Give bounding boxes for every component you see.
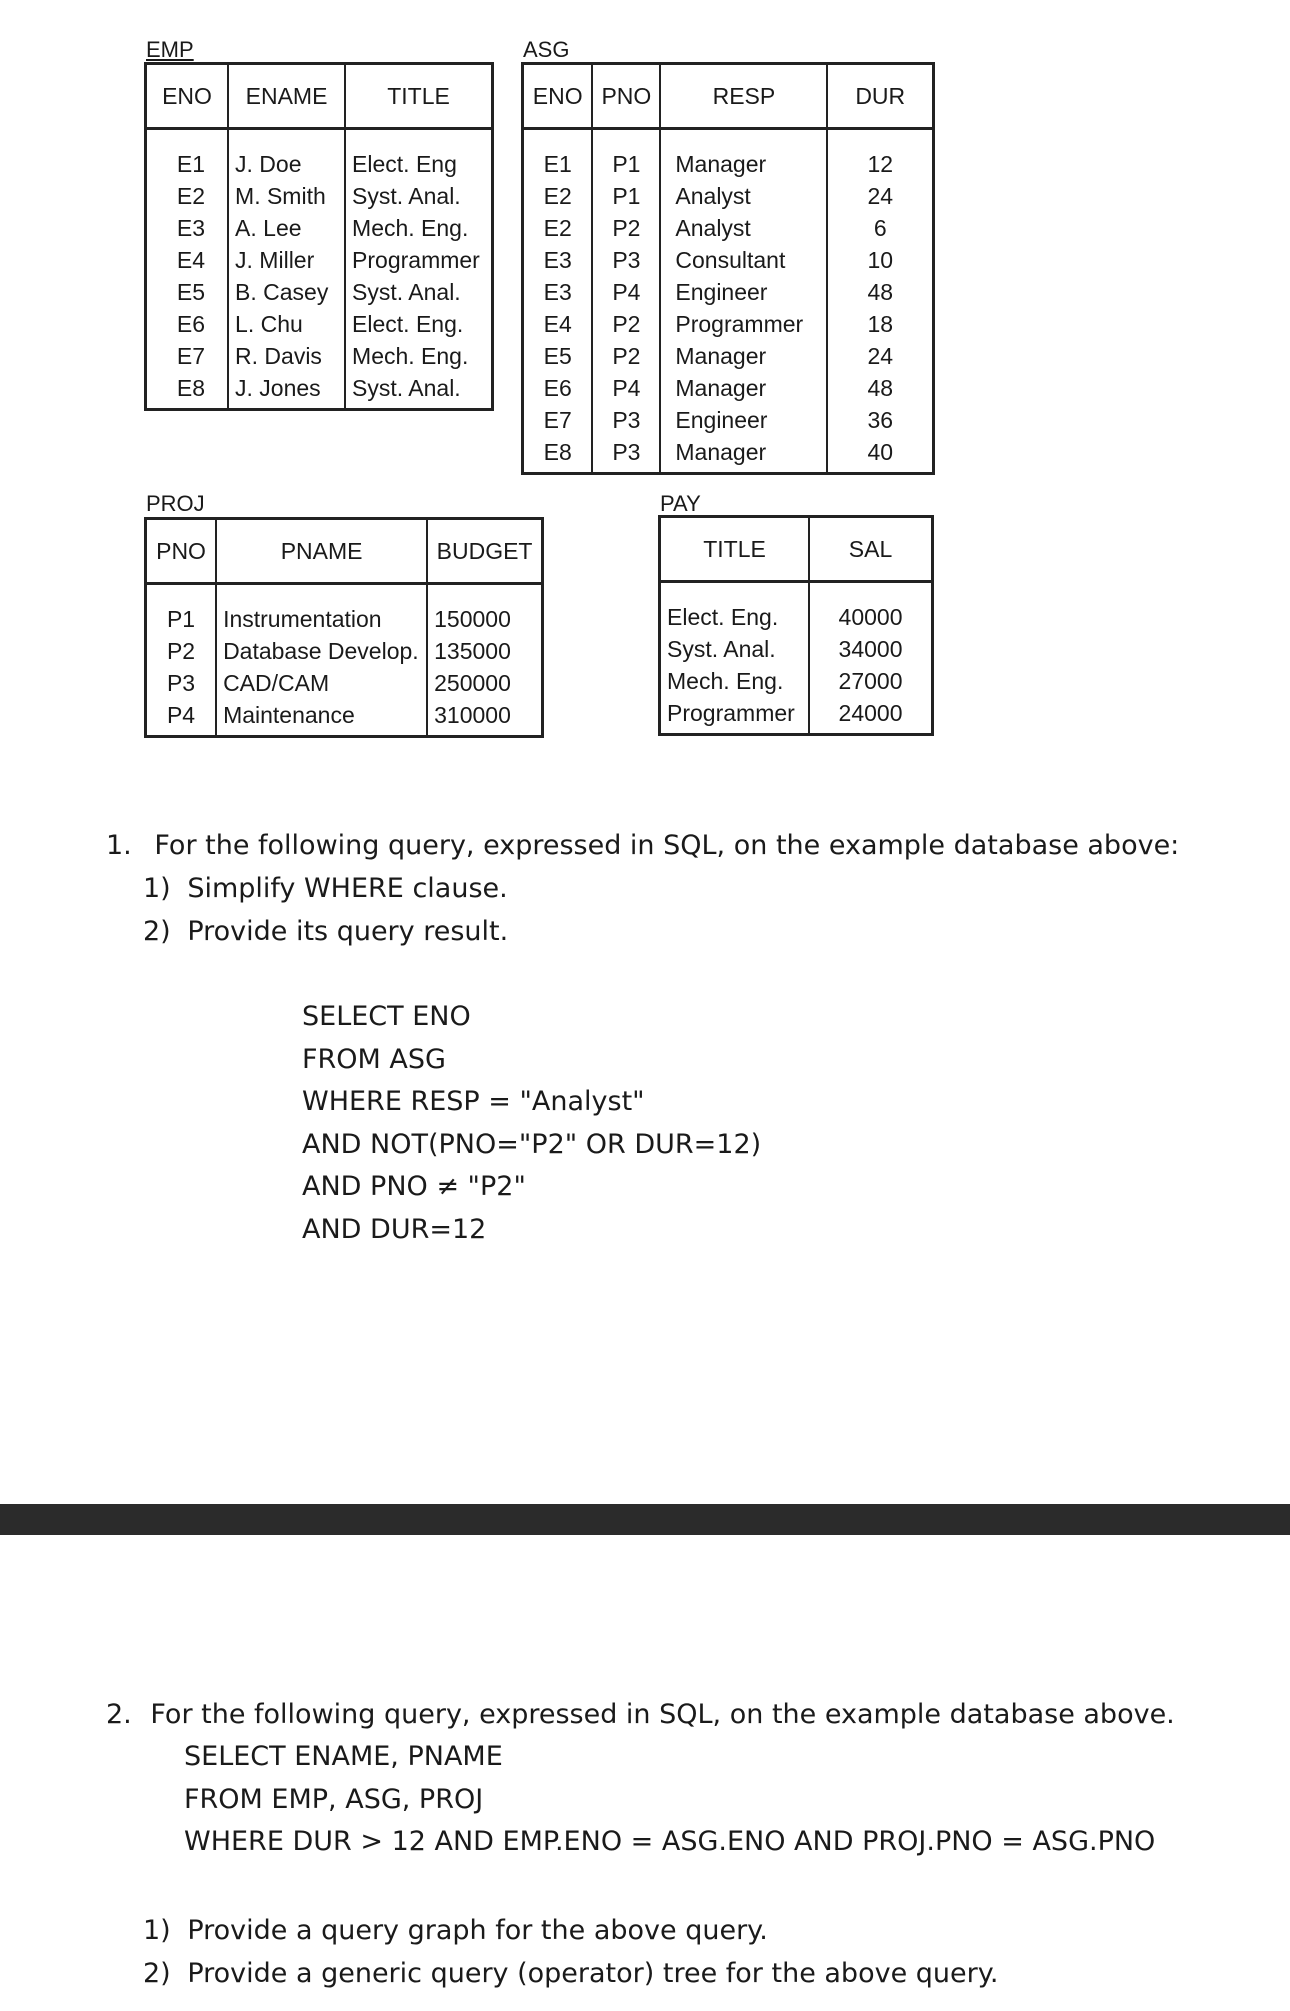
proj-header-pname: PNAME: [216, 519, 427, 584]
table-row: E7 P3 Engineer 36: [523, 404, 934, 436]
sql-line: SELECT ENO: [302, 1001, 471, 1032]
question-2-number: 2.: [106, 1699, 132, 1730]
sub-text: Provide its query result.: [187, 916, 509, 947]
sub-number: 1): [143, 1915, 171, 1946]
page-divider: [0, 1504, 1290, 1535]
sub-text: Provide a generic query (operator) tree for the above query.: [187, 1958, 999, 1989]
table-row: E5 B. Casey Syst. Anal.: [146, 276, 493, 308]
question-2-sql: [184, 1736, 1155, 1864]
emp-table: [144, 62, 494, 411]
pay-table-title: PAY: [660, 491, 701, 516]
sub-text: Simplify WHERE clause.: [187, 873, 508, 904]
sql-line: SELECT ENAME, PNAME: [184, 1741, 503, 1772]
table-row: E2 M. Smith Syst. Anal.: [146, 180, 493, 212]
question-1-number: 1.: [106, 830, 132, 861]
table-row: Elect. Eng. 40000: [660, 582, 933, 634]
sql-line: AND PNO ≠ "P2": [302, 1171, 526, 1202]
emp-header-title: TITLE: [345, 64, 492, 129]
table-row: E3 P3 Consultant 10: [523, 244, 934, 276]
sql-line: WHERE RESP = "Analyst": [302, 1086, 645, 1117]
table-row: E2 P2 Analyst 6: [523, 212, 934, 244]
table-row: Programmer 24000: [660, 697, 933, 735]
asg-header-dur: DUR: [827, 64, 933, 129]
table-row: E8 J. Jones Syst. Anal.: [146, 372, 493, 410]
question-1: [106, 824, 1179, 867]
table-row: E2 P1 Analyst 24: [523, 180, 934, 212]
table-row: Syst. Anal. 34000: [660, 633, 933, 665]
question-2-sub-1: [143, 1909, 768, 1952]
sub-text: Provide a query graph for the above query.: [187, 1915, 768, 1946]
table-row: E6 L. Chu Elect. Eng.: [146, 308, 493, 340]
asg-header-eno: ENO: [523, 64, 593, 129]
asg-table: [521, 62, 935, 475]
proj-header-budget: BUDGET: [427, 519, 542, 584]
table-row: E4 J. Miller Programmer: [146, 244, 493, 276]
sql-line: AND DUR=12: [302, 1213, 487, 1245]
table-row: P2 Database Develop. 135000: [146, 635, 543, 667]
asg-header-resp: RESP: [660, 64, 827, 129]
sub-number: 2): [143, 916, 171, 947]
proj-table: [144, 517, 544, 738]
emp-header-eno: ENO: [146, 64, 229, 129]
table-row: E6 P4 Manager 48: [523, 372, 934, 404]
sub-number: 2): [143, 1958, 171, 1989]
emp-table-title: EMP: [146, 37, 194, 62]
sql-line: FROM EMP, ASG, PROJ: [184, 1783, 484, 1815]
table-row: P3 CAD/CAM 250000: [146, 667, 543, 699]
table-row: E3 P4 Engineer 48: [523, 276, 934, 308]
table-row: E5 P2 Manager 24: [523, 340, 934, 372]
sql-line: FROM ASG: [302, 1043, 446, 1075]
question-1-text: For the following query, expressed in SQL, on the example database above:: [154, 830, 1180, 861]
table-row: P1 Instrumentation 150000: [146, 584, 543, 636]
question-1-sub-2: [143, 910, 508, 953]
pay-table: [658, 515, 934, 736]
question-2-text: For the following query, expressed in SQL, on the example database above.: [150, 1699, 1175, 1730]
asg-table-title: ASG: [523, 37, 570, 62]
pay-header-sal: SAL: [809, 517, 932, 582]
asg-header-pno: PNO: [592, 64, 660, 129]
sub-number: 1): [143, 873, 171, 904]
table-row: E1 P1 Manager 12: [523, 129, 934, 181]
table-row: E3 A. Lee Mech. Eng.: [146, 212, 493, 244]
sql-line: AND NOT(PNO="P2" OR DUR=12): [302, 1128, 762, 1160]
table-row: P4 Maintenance 310000: [146, 699, 543, 737]
sql-line: WHERE DUR > 12 AND EMP.ENO = ASG.ENO AND PROJ.PNO = ASG.PNO: [184, 1826, 1156, 1857]
emp-header-ename: ENAME: [228, 64, 345, 129]
question-2-sub-2: [143, 1952, 998, 1995]
table-row: Mech. Eng. 27000: [660, 665, 933, 697]
pay-header-title: TITLE: [660, 517, 810, 582]
table-row: E1 J. Doe Elect. Eng: [146, 129, 493, 181]
question-1-sub-1: [143, 867, 508, 910]
proj-table-title: PROJ: [146, 491, 205, 516]
question-1-sql: [302, 996, 761, 1251]
table-row: E8 P3 Manager 40: [523, 436, 934, 474]
proj-header-pno: PNO: [146, 519, 217, 584]
question-2: [106, 1693, 1175, 1736]
table-row: E4 P2 Programmer 18: [523, 308, 934, 340]
table-row: E7 R. Davis Mech. Eng.: [146, 340, 493, 372]
